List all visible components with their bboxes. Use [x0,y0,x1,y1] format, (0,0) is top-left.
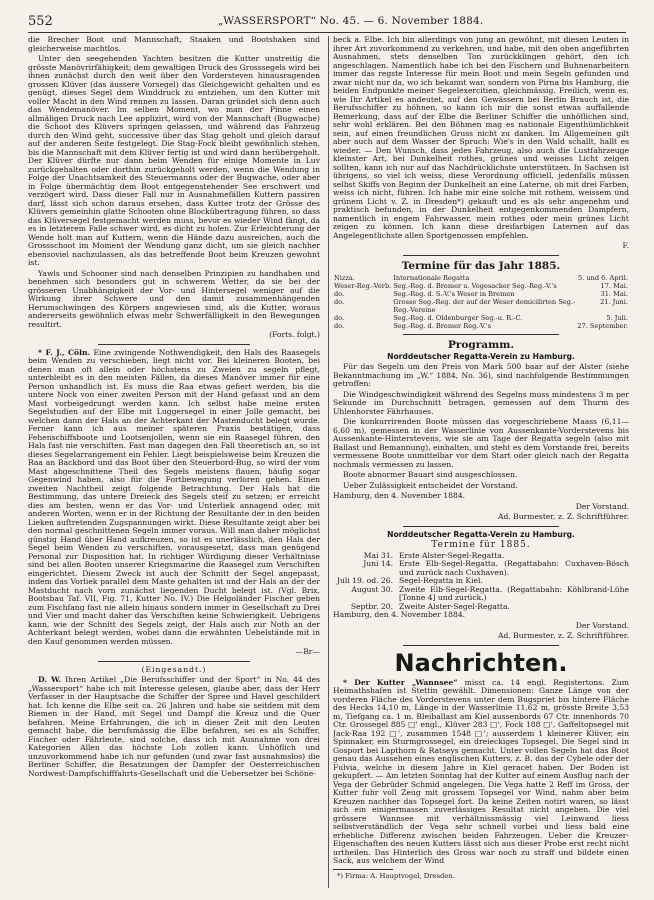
paragraph: Boote abnormer Bauart sind ausgeschlossen. [343,470,518,479]
footnote-rule [333,869,393,870]
program-date: Mai 31. [363,550,393,560]
program-event: Zweite Elb-Segel-Regatta. (Regattabahn: Köhlbrand-Lühe [Tonne 4] und zurück.) [399,584,629,602]
program-date: August 30. [351,584,393,594]
paragraph: Ueber Zulässigkeit entscheidet der Vorstand. [343,480,518,490]
paragraph: Unter den seegehenden Yachten besitzen die Kutter unstreitig die grösste Manövrirfähigkeit; dem gewaltigen Druck des Grosssegels wird bei ihnen zunächst durch den weit über den Vordersteven hinausragenden grossen Klüver (das äussere Vorsegel) das Gleichgewicht gehalten und es genügt, dieses Segel dem Winddruck zu entziehen, um den Kutter mit voller Macht in den Wind rennen zu lassen. Daran gründet sich denn auch das Wendemanöver. Im selben Moment, wo man der Pinne einen allmäligen Druck nach Lee applizirt, wird von der Mannschaft (Bugwache) die Schoot des Klüvers springen gelassen, und während das Fahrzeug durch den Wind geht, successive über das Stag geholt und gleich darauf auf der anderen Seite festgelegt. Die Stag-Fock bleibt gewöhnlich stehen, bis die Mannschaft mit dem Klüver fertig ist und wird dann herübergeholt. Der Klüver dürfte nur dann beim Wenden für einige Momente in Luv zurückgehalten oder dorthin zurückgeholt werden, wenn die Wendung in Folge der Unachtsamkeit des Steuermanns oder der Bugwache, oder aber in Folge übermächtig dem Boot entgegenstehender See erschwert und verzögert wird. Dass dieser Fall nur in Ausnahmefällen Kuttern passiren darf, lässt sich schon daraus ersehen, dass Kutter trotz der Grösse des Klüvers gemeinhin glatte Schooten ohne Blockübertragung führen, so dass das Klüversegel festgemacht werden muss, bevor es wieder Wind fängt, da es in letzterem Falle schwer wird, es dicht zu holen. Zur Erleichterung der Wende holt man auf Kuttern, wenn die Hände dazu ausreichen, auch die Grossschoot im Moment der Wendung ganz dicht, um sie gleich nachher ebensoviel nachzulassen, als das betreffende Boot beim Kreuzen gewohnt ist. [28,54,320,267]
termine-place: Weser-Reg.-Verb. [334,281,392,290]
program-row [333,586,629,603]
signature: Ad. Burmester, z. Z. Schriftführer. [497,631,629,640]
letter-reply [28,349,320,647]
termine-row [333,282,629,290]
termine-place: do. [334,289,345,298]
letter-text [28,676,320,778]
termine-title: Termine für das Jahr 1885. [401,259,561,272]
dateline: Hamburg, den 4. November 1884. [333,610,466,619]
news-item [333,679,629,866]
termine-date: 21. Juni. [600,297,628,306]
header-rule [28,32,626,33]
signature: Der Vorstand. [575,501,629,511]
left-column [28,36,320,892]
page-header [28,14,628,30]
separator-rule [403,255,559,256]
termine-place: do. [334,321,345,330]
termine-place: Nizza. [334,273,355,282]
program-date: Juni 14. [363,559,393,568]
termine-event: Seg.-Reg. d. Bremer u. Vegesacker Seg.-Reg.-V.'s [393,281,557,290]
page-number: 552 [28,14,53,29]
separator-rule [98,661,250,662]
continuation-note: (Forts. folgt.) [269,330,320,339]
dateline: Hamburg, den 4. November 1884. [333,491,466,500]
paragraph: die Brecher Boot und Mannschaft, Staaken und Bootshaken sind gleicherweise machtlos. [28,36,320,53]
termine-date: 5. Juli. [606,313,628,322]
termine-table [333,274,629,330]
paragraph: Die Windgeschwindigkeit während des Segelns muss mindestens 3 m per Sekunde im Durchschnitt betragen, gemessen auf dem Thurm des Uhlenhorster Fährhauses. [333,389,629,416]
masthead-title: „WASSERSPORT“ No. 45. — 6. November 1884. [218,15,484,27]
termine-row [333,274,629,282]
program-date: Septbr. 20. [350,601,393,611]
termine-row [333,290,629,298]
paragraph: beck a. Elbe. Ich bin allerdings von jung an gewöhnt, mit diesen Leuten in ihrer Art zuvorkommend zu verkehren, und habe, mit den oben angeführten Ausnahmen, stets denselben Ton zurückklingen gehört, den ich angeschlagen. Namentlich habe ich bei den Fischern und Buhnenarbeitern immer das regste Interesse für mein Boot und mein Segeln gefunden und zwar nicht nur da, wo ich bekannt war, sondern von Pirna bis Hamburg, die beiden Endpunkte meiner Segelexercitien, gleichmässig. Freilich, wenn es, wie Ihr Artikel es andeutet, auf den Gewässern bei Berlin Brauch ist, die Berufsschiffer zu höhnen, so kann ich mir die sonst etwas auffallende Bemerkung, dass auf der Elbe die Berliner Schiffer die unhöflichen sind, sehr wohl erklären. Bei den Böhmen mag es nationale Eigenthümlichkeit sein, auf einen freundlichen Gruss nicht zu danken. Im Allgemeinen gilt aber auch auf dem Wasser der Spruch: Wie's in den Wald schallt, hallt es wieder. — Den Wunsch, dass jedes Fahrzeug, also auch die Lustfahrzeuge kleinster Art, bei Dunkelheit rothes, grünes und weisses Licht zeigen sollten, kann ich nur auf das Nachdrücklichste unterstützen. In Sachsen ist übrigens, so viel ich weiss, diese Verordnung officiell, jedenfalls müssen selbst Skiffs von Beginn der Dunkelheit an eine Laterne, ob mit drei Farben, weiss ich nicht, führen. Ich habe mir eine solche mit rothem, weissem und grünem Licht v. Z. in Dresden*) gekauft und es als sehr angenehm und praktisch befunden, in der Dunkelheit entgegenkommenden Dampfern, namentlich in engem Fahrwasser, mein rothes oder mein grünes Licht zeigen zu können. Ich kann diese dreifarbigen Laternen auf das Angelegentlichste allen Sportgenossen empfehlen. [333,36,629,240]
news-text: misst ca. 14 engl. Registertons. Zum Heimathshafen ist Stettin gewählt. Dimensionen: Ganze Länge von der vorderen Fläche des Vorderstevens unter dem Bugspriet bis hintere Fläche des Hecks 14,10 m, Länge in der Wasserlinie 11,62 m, grösste Breite 3,53 m, Tiefgang ca. 1 m. Bleiballast am Kiel aussenbords 67 Ctr. innenbords 70 Ctr. Grossegel 885 □' engl., Klüver 283 □', Fock 188 □', Gaffeltopsegel mit Jack-Raa 192 □', zusammen 1548 □'; ausserdem 1 kleinerer Klüver, ein Spinnaker, ein Sturmgrossegel, ein dreieckiges Topsegel. Die Segel sind in Gosport bei Lapthorn & Ratseys gemacht. Unter vollen Segeln hat das Boot genau das Aussehen eines englischen Kutters, z. B. das der Cybele oder der Fulvia, welche in diesem Jahre in Kiel geracet haben. Der Boden ist gekupfert. — Am letzten Sonntag hat der Kutter auf einem Ausflug nach der Vega der Gebrüder Schmid angelegen. Die Vega hatte 2 Reff im Gross, der Kutter fuhr voll Zeug mit grossem Topsegel vor Wind, nahm aber beim Kreuzen nachher das Topsegel fort. Da keine Zeiten notirt waren, so lässt sich ein einigermassen zuverlässiges Resultat nicht angeben. Die viel grössere Wannsee mit verhältnissmässig viel Leinwand liess selbstverständlich der Vega sehr schnell vorbei und liess bald eine erhebliche Differenz zwischen beiden Fahrzeugen. Ueber die Kreuzer-Eigenschaften des neuen Kutters lässt sich aus dieser Probe erst recht nicht urtheilen. Das Hinterlich des Gross war noch zu straff und bildete einen Sack, aus welchem der Wind [333,677,629,865]
paragraph: Yawls und Schooner sind nach denselben Prinzipien zu handhaben und benehmen sich besonders gut in schwerem Wetter, da sie bei der grösseren Unabhängigkeit der Vor- und Hintersegel weniger auf die Wirkung ihrer Schwere und den damit zusammenhängenden Herumschwingen des Körpers angewiesen sind, als die Kutter, woraus andererseits gewöhnlich etwas mehr Schwerfälligkeit in den Bewegungen resultirt. [28,268,320,329]
letter-heading: D. W. [38,675,62,684]
termine-date: 17. Mai. [600,281,628,290]
termine-date: 27. September. [577,321,628,330]
termine-row [333,314,629,322]
termine-date: 5. und 6. April. [577,273,628,282]
termine-event: Grosse Seg.-Reg. der auf der Weser domicilirten Seg.-Reg.-Vereine [393,297,576,314]
program-table [333,552,629,612]
termine-event: Seg.-Reg. d. Oldenburger Seg.-u. R.-C. [393,313,523,322]
section-heading: (Eingesandt.) [141,664,207,674]
nachrichten-title: Nachrichten. [394,648,568,677]
footnote: *) Firma: A. Hauptvogel, Dresden. [337,871,455,880]
program-date: Juli 19. od. 26. [336,576,393,585]
program-event: Erste Elb-Segel-Regatta. (Regattabahn: Cuxhaven-Bösch und zurück nach Cuxhaven). [399,559,629,577]
programm-title: Programm. [448,338,514,351]
right-column [333,36,629,892]
termine-event: Seg.-Reg. d. S.-V.'s Weser in Bremen [393,289,515,298]
termine-row [333,298,629,314]
termine-subheading: Termine für 1885. [431,540,531,550]
program-event: Erste Alster-Segel-Regatta. [399,550,505,560]
letter-body: Ihren Artikel „Die Berufsschiffer und der Sport“ in No. 44 des „Wassersport“ habe ich mit Interesse gelesen, glaube aber, dass der Herr Verfasser in der Hauptsache die Schiffer der Spree und Havel geschildert hat. Ich kenne die Elbe seit ca. 26 Jahren und habe sie seitdem mit dem Riemen in der Hand, mit Segel und Dampf die Kreuz und die Quer befahren. Meine Erfahrungen, die ich in dieser Zeit mit den Leuten gemacht habe, die berufsmässig die Elbe befahren, sei es als Schiffer, Fischer oder Fährleute, sind solche, dass ich mit Ausnahme von drei Kategorien Allen das höchste Lob zollen kann. Unhöflich und unzuvorkommend habe ich nur gefunden (und zwar fast ausnahmslos) die Berliner Schiffer, die Besatzungen der Dampfer der Oesterreichischen Nordwest-Dampfschifffahrts-Gesellschaft und die Uebersetzer bei Schöne- [28,675,320,778]
separator-rule [403,334,559,335]
termine-place: do. [334,313,345,322]
termine-place: do. [334,297,345,306]
signature: —Br— [295,647,320,656]
separator-rule [98,344,250,345]
termine-date: 31. Mai. [600,289,628,298]
signature: Der Vorstand. [575,620,629,630]
termine-event: Seg.-Reg. d. Bremer Reg.-V.'s [393,321,492,330]
news-heading: * Der Kutter „Wannsee“ [343,677,458,687]
signature: Ad. Burmester, z. Z. Schriftführer. [497,512,629,521]
separator-rule [403,526,559,527]
reply-heading: * F. J., Cöln. [38,347,91,357]
termine-event: Internationale Regatta [393,273,470,282]
termine-row [333,322,629,330]
program-event: Zweite Alster-Segel-Regatta. [399,601,510,611]
club-heading: Norddeutscher Regatta-Verein zu Hamburg. [387,529,575,539]
club-heading: Norddeutscher Regatta-Verein zu Hamburg. [387,351,575,361]
program-event: Segel-Regatta in Kiel. [399,576,483,585]
paragraph: Für das Segeln um den Preis von Mark 500 baar auf der Alster (siehe Bekanntmachung im „W.“ 1884, No. 36), sind nachfolgende Bestimmungen getroffen: [333,362,629,388]
separator-rule [403,645,559,646]
program-row [333,560,629,577]
reply-text: Eine zwingende Nothwendigkeit, den Hals des Raasegels beim Wenden zu verschieben, liegt nicht vor. Bei kleineren Booten, bei denen man oft allein oder höchstens zu Zweien zu segeln pflegt, unterbleibt es in den meisten Fällen, da dieses Manöver immer für eine Person unhandlich ist. Es muss die Raa etwas gefiert werden, bis die untere Nock von einer zweiten Person mit der Hand gefasst und an dem Mast vorbeigedrungt werden kann. Ich selbst habe meine ersten Segelstudien auf der Elbe mit Luggersegel in einer Jolle gemacht, bei welchen dann der Hals an der Achterkant der Mastenducht belegt wurde. Ferner kann ich aus meiner späteren Praxis bestätigen, dass Fehenschiffsboote und Lootsenjollen, wenn sie ein Raasegel führen, den Hals fast nie verschiften. Fast man dagegen den Fall theoretisch an, so ist dieses Segelarrangement ein Fehler. Liegt beispielsweise beim Kreuzen die Raa an Backbord und das Boot über den Steuerbord-Bug, so wird der vom Mast abgeschnittene Theil des Segels meistens flauen, häufig sogar Gegenwind haben, also für die Fortbewegung verloren gehen. Einen zweiten Nachtheil zeigt folgende Betrachtung. Der Hals hat die Bestimmung, das untere Dreieck des Segels steif zu setzen; er erreicht dies am besten, wenn er das Vor- und Unterliek annagend oder, mit anderen Worten, wenn er in der Richtung der Resultante der in den beiden Lieken auftretenden Zugspannungen wirkt. Diese Resultante zeigt aber bei den normal geschnittenen Segeln immer voraus. Will man daher möglichst günstig Hand über Hand aufkreuzen, so ist es unerlässlich, den Hals der Segel beim Wenden zu verschiften, vorausgesetzt, dass man genügend Personal zur Disposition hat. In richtiger Würdigung dieser Verhältnisse sind bei allen Booten unserer Kriegsmarine die Raasegel zum Verschiften eingerichtet. Diesem Zweck ist auch der Schnitt der Segel angepasst, indem das Vorliek parallel dem Maste gehalten ist und der Hals an der der Mastducht nach vorn zunächst liegenden Ducht belegt ist. (Vgl. Brix, Bootsbau Taf. VII, Fig. 71, Kutter No. IV.) Die Helgoländer Fischer geben zum Fischfang fast nie allein hinaus sondern immer in Gesellschaft zu Drei und Vier und macht daher das Verschiften keine Schwierigkeit. Uebrigens kann, wie der Schnitt des Segels zeigt, der Hals auch zur Noth an der Achterkant belegt werden, wobei dann die erwähnten Uebelstände mit in den Kauf genommen werden müssen. [28,347,320,646]
paragraph: Die konkurrirenden Boote müssen das vorgeschriebene Maass (6,11—6,60 m), gemessen in der Wasserlinie von Aussenkante-Vorderstevens bis Aussenkante-Hinterstevens, wie sie am Tage der Regatta segeln (also mit Ballast und Bemannung), einhalten, und steht es dem Vorstande frei, bereits vermessene Boote unmittelbar vor dem Start oder gleich nach der Regatta nochmals vermessen zu lassen. [333,417,629,469]
signature: F. [622,241,629,250]
column-divider [328,36,329,888]
